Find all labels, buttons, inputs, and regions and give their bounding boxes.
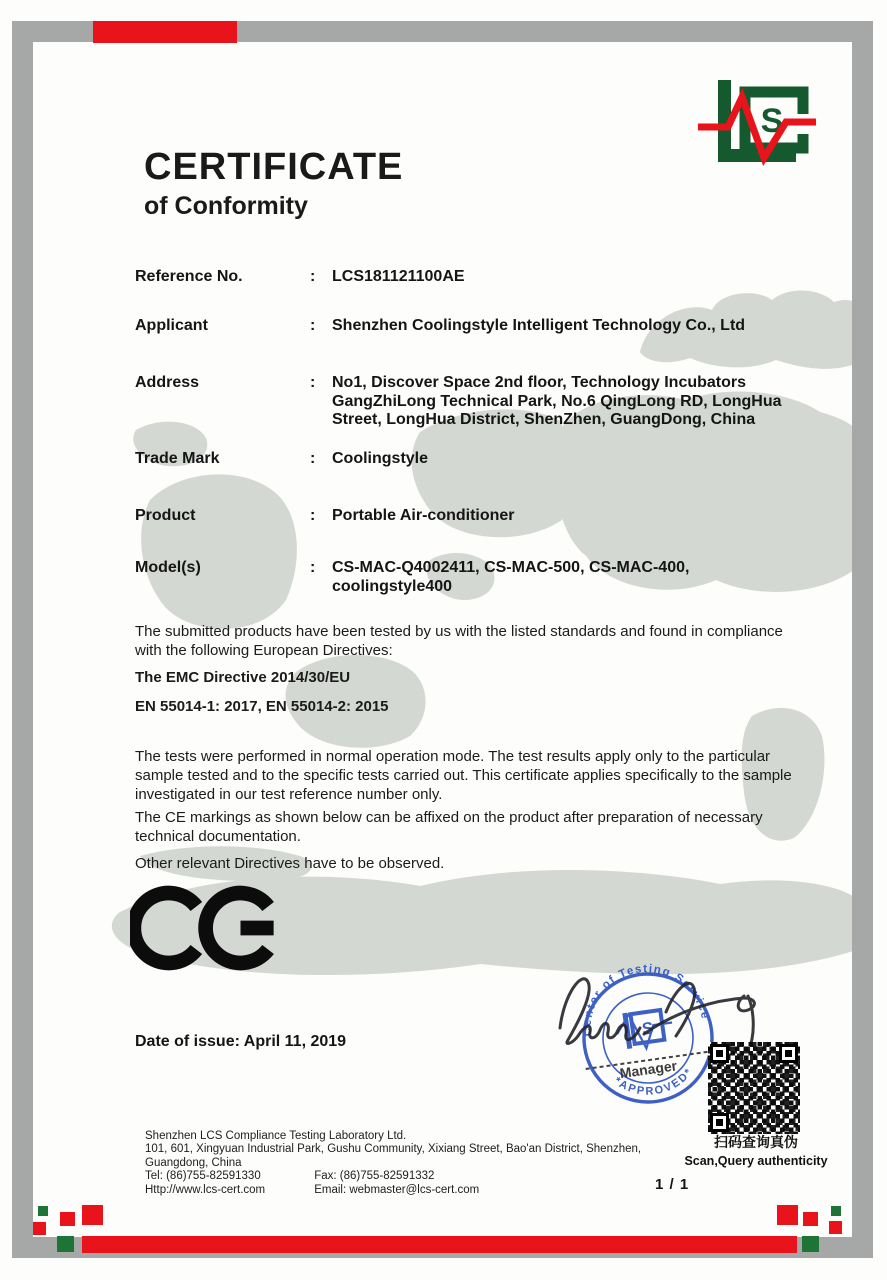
footer-email: Email: webmaster@lcs-cert.com: [314, 1183, 480, 1196]
field-label: Model(s): [135, 559, 201, 576]
bottom-right-red-square-medium: [803, 1212, 818, 1226]
field-row-address: [135, 374, 797, 430]
bottom-red-bar: [82, 1236, 797, 1253]
ce-mark: [130, 882, 282, 974]
tests-note: The tests were performed in normal operation mode. The test results apply only to the particular sample tested and to the specific tests carried out. This certificate applies specifically to the sample investigated in our test reference number only.: [135, 748, 792, 803]
field-row-trade-mark: [135, 450, 797, 469]
bottom-right-red-square-large: [777, 1205, 798, 1225]
stamp-role-text: Manager: [618, 1057, 678, 1082]
stamp-arc-bottom-text: *APPROVED*: [611, 1065, 696, 1098]
title-block: [144, 146, 403, 221]
qr-caption-english: Scan,Query authenticity: [684, 1154, 828, 1168]
certificate-subtitle: of Conformity: [144, 192, 308, 220]
field-row-reference-no: [135, 268, 797, 287]
bottom-right-green-square-small: [831, 1206, 841, 1216]
lcs-logo-letter: S: [760, 102, 784, 140]
top-red-block: [93, 21, 237, 43]
bottom-left-green-square-medium: [57, 1236, 74, 1252]
qr-captions: [680, 1132, 832, 1168]
field-value: LCS181121100AE: [332, 268, 465, 285]
footer-company: Shenzhen LCS Compliance Testing Laboratory Ltd.: [145, 1130, 407, 1142]
stamp-arc-top-text: Center of Testing Service: [581, 963, 712, 1037]
field-separator: :: [310, 507, 316, 524]
other-directives-note: Other relevant Directives have to be observed.: [135, 855, 445, 872]
field-value: CS-MAC-Q4002411, CS-MAC-500, CS-MAC-400, coolingstyle400: [332, 559, 690, 595]
page-number: 1 / 1: [655, 1176, 690, 1193]
field-separator: :: [310, 268, 316, 285]
footer-tel-fax-row: [145, 1170, 685, 1183]
field-label: Trade Mark: [135, 450, 220, 467]
field-row-applicant: [135, 317, 797, 336]
certificate-title: CERTIFICATE: [144, 146, 404, 188]
field-label: Applicant: [135, 317, 208, 334]
field-value: No1, Discover Space 2nd floor, Technology Incubators GangZhiLong Technical Park, No.6 QingLong RD, LongHua Street, LongHua District, ShenZhen, GuangDong, China: [332, 374, 782, 428]
qr-caption-chinese: 扫码查询真伪: [714, 1134, 798, 1150]
qr-code: [708, 1042, 800, 1134]
field-separator: :: [310, 559, 316, 576]
bottom-left-red-square-small: [33, 1222, 46, 1235]
field-value: Coolingstyle: [332, 450, 429, 467]
footer-fax: Fax: (86)755-82591332: [314, 1170, 435, 1183]
bottom-left-green-square-small: [38, 1206, 48, 1216]
field-separator: :: [310, 374, 316, 391]
bottom-right-red-square-small: [829, 1221, 842, 1234]
stamp-logo-letter: S: [640, 1018, 655, 1039]
field-value: Portable Air-conditioner: [332, 507, 515, 524]
field-label: Product: [135, 507, 196, 524]
footer-address-line1: 101, 601, Xingyuan Industrial Park, Gushu Community, Xixiang Street, Bao'an District, Shenzhen,: [145, 1143, 642, 1156]
date-of-issue: Date of issue: April 11, 2019: [135, 1033, 347, 1050]
qr-finder-top-left: [710, 1044, 729, 1063]
footer-tel: Tel: (86)755-82591330: [145, 1170, 261, 1183]
bottom-left-red-square-medium: [60, 1212, 75, 1226]
field-label: Reference No.: [135, 268, 243, 285]
field-row-models: [135, 559, 797, 596]
qr-finder-bottom-left: [710, 1113, 729, 1132]
footer-lab-info: [145, 1130, 685, 1197]
footer-website: Http://www.lcs-cert.com: [145, 1183, 266, 1196]
field-separator: :: [310, 450, 316, 467]
directive-line: The EMC Directive 2014/30/EU: [135, 669, 351, 686]
field-row-product: [135, 507, 797, 526]
footer-address-line2: Guangdong, China: [145, 1156, 242, 1169]
compliance-statement: The submitted products have been tested by us with the listed standards and found in compliance with the following European Directives:: [135, 623, 783, 659]
standards-line: EN 55014-1: 2017, EN 55014-2: 2015: [135, 698, 389, 715]
qr-finder-top-right: [779, 1044, 798, 1063]
lcs-logo: [698, 72, 863, 182]
bottom-left-red-square-large: [82, 1205, 103, 1225]
field-value: Shenzhen Coolingstyle Intelligent Technology Co., Ltd: [332, 317, 746, 334]
bottom-right-green-square-medium: [802, 1236, 819, 1252]
ce-markings-note: The CE markings as shown below can be affixed on the product after preparation of necessary technical documentation.: [135, 809, 763, 845]
field-separator: :: [310, 317, 316, 334]
footer-web-email-row: [145, 1184, 685, 1197]
field-label: Address: [135, 374, 200, 391]
ce-letter-c: [134, 893, 197, 963]
